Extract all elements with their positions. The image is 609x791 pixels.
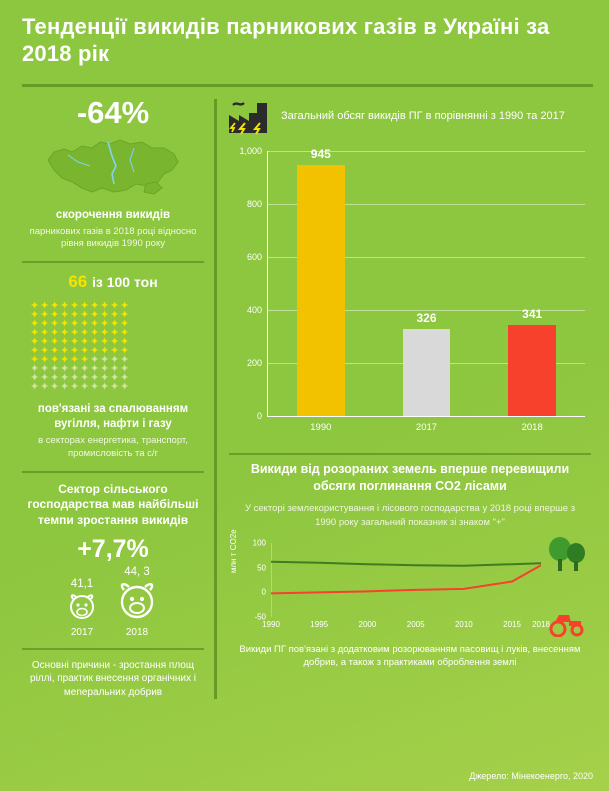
tree-icon	[545, 535, 591, 575]
grain-mark: ✦	[120, 309, 131, 322]
left-divider-3	[22, 648, 204, 650]
grain-mark: ✦	[80, 309, 91, 322]
grain-mark: ✦	[50, 363, 61, 376]
bar-1990	[297, 147, 345, 433]
grain-mark: ✦	[60, 345, 71, 358]
bar-chart-area	[231, 145, 593, 445]
grain-mark: ✦	[30, 309, 41, 322]
line-x-tick: 2018	[532, 620, 550, 629]
line-y-tick: 50	[257, 563, 266, 573]
grain-mark: ✦	[40, 318, 51, 331]
grain-mark: ✦	[60, 318, 71, 331]
y-axis-tick: 400	[246, 304, 262, 315]
source-label: Джерело: Мінекоенерго, 2020	[469, 771, 593, 781]
bar-panel-title: Загальний обсяг викидів ПГ в порівнянні з 1990 та 2017	[281, 110, 565, 123]
grain-mark: ✦	[120, 372, 131, 385]
line-x-tick: 2010	[454, 620, 473, 629]
cow-value-2017: 41,1	[70, 577, 94, 590]
grain-mark: ✦	[30, 363, 41, 376]
grain-mark: ✦	[60, 354, 71, 367]
grain-mark: ✦	[70, 363, 81, 376]
line-x-tick: 2015	[503, 620, 521, 629]
grain-mark: ✦	[60, 309, 71, 322]
grain-mark: ✦	[80, 336, 91, 349]
land-section-subtitle: У секторі землекористування і лісового господарства у 2018 році вперше з 1990 року загальний показник зі знаком "+"	[244, 503, 576, 528]
grain-mark: ✦	[90, 318, 101, 331]
bar-chart	[225, 139, 595, 445]
burning-subcaption: в секторах енергетика, транспорт, промисловість та с/г	[38, 435, 188, 459]
growth-percent: +7,7%	[77, 534, 149, 563]
grain-mark: ✦	[30, 300, 41, 313]
grain-mark: ✦	[110, 336, 121, 349]
grain-mark: ✦	[120, 318, 131, 331]
line-x-tick: 2005	[406, 620, 425, 629]
grain-mark: ✦	[100, 300, 111, 313]
grain-mark: ✦	[100, 345, 111, 358]
line-y-tick: 0	[261, 587, 266, 597]
grain-mark: ✦	[70, 354, 81, 367]
grain-mark: ✦	[30, 372, 41, 385]
grain-mark: ✦	[80, 318, 91, 331]
line-y-tick: 100	[252, 538, 266, 548]
grain-mark: ✦	[30, 345, 41, 358]
grain-mark: ✦	[50, 381, 61, 394]
bar-value-label: 945	[310, 147, 331, 162]
grain-mark: ✦	[90, 372, 101, 385]
x-axis-tick: 2017	[415, 421, 438, 433]
grain-mark: ✦	[50, 345, 61, 358]
grain-mark: ✦	[60, 327, 71, 340]
line-y-tick: -50	[254, 612, 266, 622]
page-title: Тенденції викидів парникових газів в Україні за 2018 рік	[22, 14, 550, 66]
bar-panel-header	[227, 99, 595, 135]
causes-caption: Основні причини - зростання площ ріллі, практик внесення органічних і меneральних добрив	[30, 659, 196, 698]
grain-mark: ✦	[80, 345, 91, 358]
grain-mark: ✦	[90, 354, 101, 367]
grain-mark: ✦	[50, 327, 61, 340]
grain-mark: ✦	[120, 354, 131, 367]
reduction-percent: -64%	[76, 94, 150, 130]
content-columns	[0, 87, 609, 699]
grain-mark: ✦	[80, 381, 91, 394]
right-column	[217, 95, 595, 699]
line-series-0	[271, 562, 541, 566]
grain-mark: ✦	[80, 327, 91, 340]
grain-mark: ✦	[70, 336, 81, 349]
grain-mark: ✦	[70, 372, 81, 385]
grain-mark: ✦	[120, 300, 131, 313]
grain-mark: ✦	[70, 309, 81, 322]
left-divider-1	[22, 261, 204, 263]
grain-mark: ✦	[50, 372, 61, 385]
grain-mark: ✦	[80, 300, 91, 313]
line-series-1	[271, 565, 541, 593]
grain-mark: ✦	[100, 363, 111, 376]
grain-mark: ✦	[30, 354, 41, 367]
line-plot	[252, 538, 550, 629]
land-section-footnote: Викиди ПГ пов'язані з додатковим розорюванням пасовищ і луків, внесенням добрив, а також з практиками оброблення землі	[239, 644, 581, 669]
grain-mark: ✦	[90, 300, 101, 313]
grain-mark: ✦	[110, 372, 121, 385]
y-axis-tick: 1,000	[239, 145, 262, 156]
ukraine-map	[18, 122, 208, 206]
grain-mark: ✦	[50, 309, 61, 322]
grain-mark: ✦	[40, 336, 51, 349]
header-divider	[22, 84, 593, 87]
grain-mark: ✦	[100, 327, 111, 340]
grain-mark: ✦	[70, 381, 81, 394]
grain-mark: ✦	[120, 381, 131, 394]
grain-mark: ✦	[50, 354, 61, 367]
grain-mark: ✦	[100, 318, 111, 331]
grain-mark: ✦	[90, 336, 101, 349]
grain-mark: ✦	[120, 363, 131, 376]
grain-mark: ✦	[90, 363, 101, 376]
cow-year-2018: 2018	[125, 626, 149, 638]
grain-mark: ✦	[50, 336, 61, 349]
bar-value-label: 326	[416, 311, 437, 326]
grain-mark: ✦	[110, 327, 121, 340]
right-divider-1	[229, 453, 591, 455]
line-x-tick: 1995	[310, 620, 329, 629]
cow-icon-small	[65, 591, 99, 621]
grain-mark: ✦	[80, 354, 91, 367]
cow-icon-large	[113, 579, 161, 621]
grain-mark: ✦	[70, 327, 81, 340]
grain-mark: ✦	[70, 345, 81, 358]
bar-2018	[508, 307, 556, 433]
reduction-subcaption: парникових газів в 2018 році відносно рівня викидів 1990 року	[29, 225, 197, 250]
y-axis-tick: 800	[246, 198, 262, 209]
left-divider-2	[22, 471, 204, 473]
grain-mark: ✦	[60, 363, 71, 376]
grain-mark: ✦	[70, 300, 81, 313]
grain-mark: ✦	[90, 381, 101, 394]
agro-caption: Сектор сільського господарства мав найбільші темпи зростання викидів	[27, 481, 199, 527]
ratio-line	[18, 272, 208, 292]
y-axis-tick: 200	[246, 357, 262, 368]
ukraine-map-icon	[38, 122, 188, 206]
ratio-rest: із 100 тон	[91, 274, 158, 291]
grain-mark: ✦	[30, 381, 41, 394]
grain-mark: ✦	[30, 318, 41, 331]
grain-mark: ✦	[110, 300, 121, 313]
grain-mark: ✦	[120, 336, 131, 349]
grain-mark: ✦	[100, 381, 111, 394]
grain-mark: ✦	[40, 381, 51, 394]
reduction-caption: скорочення викидів	[55, 208, 171, 221]
grain-mark: ✦	[40, 327, 51, 340]
cow-item-2018	[113, 566, 161, 638]
grain-mark: ✦	[50, 300, 61, 313]
cow-item-2017	[65, 578, 99, 638]
grain-mark: ✦	[80, 363, 91, 376]
grain-mark: ✦	[100, 309, 111, 322]
grain-mark: ✦	[40, 372, 51, 385]
grain-mark: ✦	[100, 336, 111, 349]
grain-mark: ✦	[110, 318, 121, 331]
cow-comparison	[18, 566, 208, 638]
grain-mark: ✦	[100, 372, 111, 385]
bar-value-label: 341	[522, 307, 543, 322]
gridline	[268, 416, 585, 417]
grain-mark: ✦	[60, 381, 71, 394]
grain-mark: ✦	[90, 309, 101, 322]
header	[0, 0, 609, 74]
line-chart-svg	[271, 543, 541, 617]
grain-mark: ✦	[110, 354, 121, 367]
grain-mark: ✦	[40, 363, 51, 376]
burning-caption: пов'язані за спалюванням вугілля, нафти і газу	[37, 403, 189, 431]
grain-mark: ✦	[90, 327, 101, 340]
line-x-tick: 1990	[262, 620, 280, 629]
tractor-icon	[547, 611, 589, 637]
grain-mark: ✦	[100, 354, 111, 367]
grain-mark: ✦	[120, 345, 131, 358]
line-x-tick: 2000	[358, 620, 377, 629]
grain-mark: ✦	[40, 345, 51, 358]
x-axis-tick: 1990	[310, 421, 332, 433]
grain-mark: ✦	[90, 345, 101, 358]
grain-pictogram	[30, 302, 198, 392]
land-section-title: Викиди від розораних земель вперше перевищили обсяги поглинання CO2 лісами	[250, 461, 570, 493]
grain-mark: ✦	[30, 336, 41, 349]
factory-icon	[227, 99, 271, 135]
grain-mark: ✦	[60, 336, 71, 349]
bar-plot	[239, 145, 585, 433]
x-axis-tick: 2018	[521, 421, 543, 433]
column-divider	[214, 99, 217, 699]
bar-2017	[403, 311, 451, 433]
grain-mark: ✦	[40, 309, 51, 322]
left-column	[18, 95, 214, 699]
grain-mark: ✦	[110, 381, 121, 394]
cow-year-2017: 2017	[70, 626, 94, 638]
grain-mark: ✦	[70, 318, 81, 331]
grain-mark: ✦	[110, 309, 121, 322]
y-axis-tick: 600	[246, 251, 262, 262]
cow-value-2018: 44, 3	[124, 565, 150, 578]
line-chart	[229, 529, 593, 635]
grain-mark: ✦	[80, 372, 91, 385]
line-chart-ylabel: млн т CO2e	[229, 529, 238, 573]
grain-mark: ✦	[30, 327, 41, 340]
grain-mark: ✦	[60, 372, 71, 385]
grain-mark: ✦	[60, 300, 71, 313]
grain-mark: ✦	[110, 363, 121, 376]
grain-mark: ✦	[110, 345, 121, 358]
grain-mark: ✦	[120, 327, 131, 340]
grain-mark: ✦	[50, 318, 61, 331]
ratio-value: 66	[68, 272, 88, 292]
grain-mark: ✦	[40, 300, 51, 313]
y-axis-tick: 0	[256, 410, 262, 421]
grain-mark: ✦	[40, 354, 51, 367]
